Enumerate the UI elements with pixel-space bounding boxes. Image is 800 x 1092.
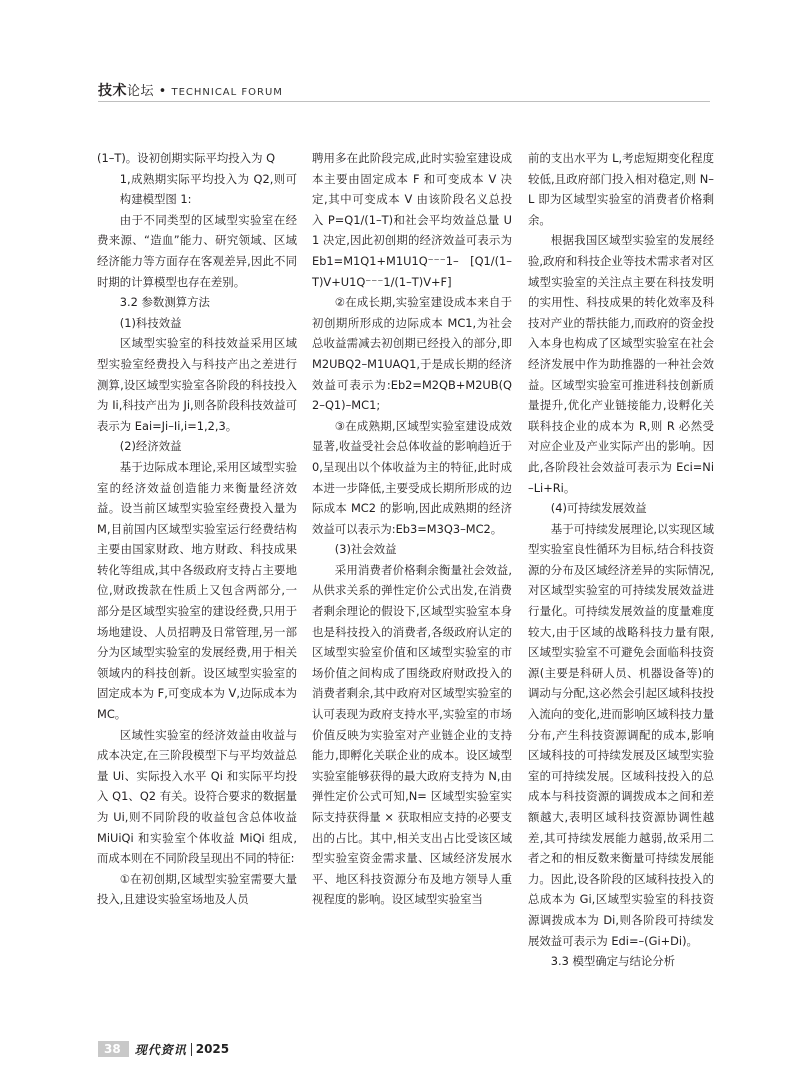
paragraph: 采用消费者价格剩余衡量社会效益,从供求关系的弹性定价公式出发,在消费者剩余理论的假设下,区域型实验室本身也是科技投入的消费者,各级政府认定的区域型实验室价值和区域型实验室的市场价值之间构成了围绕政府财政投入的消费者剩余,其中政府对区域型实验室的认可表现为政府支持水平,实验室的市场价值反映为实验室对产业链企业的支持能力,即孵化关联企业的成本。设区域型实验室能够获得的最大政府支持为 N,由弹性定价公式可知,N= 区域型实验室实际支持获得量 × 获取相应支持的必要支出的占比。其中,相关支出占比受该区域型实验室资金需求量、区域经济发展水平、地区科技资源分布及地方领导人重视程度的影响。设区域型实验室当 — [312, 562, 512, 907]
header-dot: • — [158, 84, 167, 99]
header-english-title: TECHNICAL FORUM — [171, 87, 283, 98]
footer-divider — [191, 1043, 192, 1056]
paragraph: 根据我国区域型实验室的发展经验,政府和科技企业等技术需求者对区域型实验室的关注点主要在科技发明的实用性、科技成果的转化效率及科技对产业的帮扶能力,而政府的资金投入本身也构成了区域型实验室在社会经济发展中作为助推器的一种社会效益。区域型实验室可推进科技创新质量提升,优化产业链接能力,设孵化关联科技企业的成本为 R,则 R 必然受对应企业及产业实际产出的影响。因此,各阶段社会效益可表示为 Eci=Ni–Li+Ri。 — [528, 233, 714, 495]
paragraph: ②在成长期,实验室建设成本来自于初创期所形成的边际成本 MC1,为社会总收益需减去初创期已经投入的部分,即 M2UBQ2–M1UAQ1,于是成长期的经济效益可表示为:Eb2=M2QB+M2UB(Q2–Q1)–MC1; — [312, 295, 512, 413]
paragraph: (1–T)。设初创期实际平均投入为 Q — [97, 151, 276, 165]
page-number: 38 — [98, 1041, 129, 1057]
subsection-heading: (2)经济效益 — [119, 439, 182, 454]
section-heading: 3.3 模型确定与结论分析 — [550, 954, 676, 969]
page-footer — [98, 1041, 229, 1057]
paragraph: 基于边际成本理论,采用区域型实验室的经济效益创造能力来衡量经济效益。设当前区域型实验室经费投入量为 M,目前国内区域型实验室运行经费结构主要由国家财政、地方财政、科技成果转化等组成,其中各级政府支持占主要地位,财政拨款在性质上又包含两部分,一部分是区域型实验室的建设经费,只用于场地建设、人员招聘及日常管理,另一部分为区域型实验室的发展经费,用于相关领域内的科技创新。设区域型实验室的固定成本为 F,可变成本为 V,边际成本为 MC。 — [97, 459, 297, 722]
paragraph: ③在成熟期,区域型实验室建设成效显著,收益受社会总体收益的影响趋近于 0,呈现出以个体收益为主的特征,此时成本进一步降低,主要受成长期所形成的边际成本 MC2 的影响,因此成熟期的经济效益可以表示为:Eb3=M3Q3–MC2。 — [312, 418, 512, 536]
text-column-2 — [312, 148, 512, 910]
paragraph: 前的支出水平为 L,考虑短期变化程度较低,且政府部门投入相对稳定,则 N–L 即为区域型实验室的消费者价格剩余。 — [528, 151, 714, 227]
text-column-3 — [528, 148, 714, 972]
journal-logo: 现代资讯 — [134, 1042, 187, 1057]
subsection-heading: (4)可持续发展效益 — [550, 501, 647, 516]
paragraph: 基于可持续发展理论,以实现区域型实验室良性循环为目标,结合科技资源的分布及区域经济差异的实际情况,对区域型实验室的可持续发展效益进行量化。可持续发展效益的度量难度较大,由于区域的战略科技力量有限,区域型实验室不可避免会面临科技资源(主要是科研人员、机器设备等)的调动与分配,这必然会引起区域科技投入流向的变化,进而影响区域科技力量分布,产生科技资源调配的成本,影响区域科技的可持续发展及区域型实验室的可持续发展。区域科技投入的总成本与科技资源的调拨成本之间和差额越大,表明区域科技资源协调性越差,其可持续发展能力越弱,故采用二者之和的相反数来衡量可持续发展能力。因此,设各阶段的区域科技投入的总成本为 Gi,区域型实验室的科技资源调拨成本为 Di,则各阶段可持续发展效益可表示为 Edi=–(Gi+Di)。 — [528, 521, 714, 948]
paragraph: 聘用多在此阶段完成,此时实验室建设成本主要由固定成本 F 和可变成本 V 决定,其中可变成本 V 由该阶段名义总投入 P=Q1/(1–T)和社会平均效益总量 U1 决定,因此初创期的经济效益可表示为Eb1=M1Q1+M1U1Q⁻⁻⁻1– [Q1/(1–T)V+U1Q⁻⁻⁻1/(1–T)V+F] — [312, 151, 512, 289]
subsection-heading: (3)社会效益 — [334, 542, 397, 557]
header-divider — [98, 101, 710, 102]
section-heading: 3.2 参数测算方法 — [119, 295, 210, 310]
section-header — [98, 80, 283, 100]
publication-year: 2025 — [195, 1042, 230, 1056]
header-bold-title: 技术 — [98, 83, 127, 99]
paragraph: 1,成熟期实际平均投入为 Q2,则可构建模型图 1: — [119, 171, 297, 207]
paragraph: ①在初创期,区域型实验室需要大量投入,且建设实验室场地及人员 — [97, 871, 297, 907]
text-column-1 — [97, 148, 297, 910]
subsection-heading: (1)科技效益 — [119, 315, 182, 330]
paragraph: 由于不同类型的区域型实验室在经费来源、“造血”能力、研究领域、区域经济能力等方面存在客观差异,因此不同时期的计算模型也存在差别。 — [97, 212, 297, 289]
paragraph: 区域性实验室的经济效益由收益与成本决定,在三阶段模型下与平均效益总量 Ui、实际投入水平 Qi 和实际平均投入 Q1、Q2 有关。设符合要求的数据量为 Ui,则不同阶段的收益包含总体收益 MiUiQi 和实验室个体收益 MiQi 组成,而成本则在不同阶段呈现出不同的特征: — [97, 727, 297, 866]
header-light-title: 论坛 — [127, 84, 155, 99]
paragraph: 区域型实验室的科技效益采用区域型实验室经费投入与科技产出之差进行测算,设区域型实验室各阶段的科技投入为 Ii,科技产出为 Ji,则各阶段科技效益可表示为 Eai=Ji–Ii,i=1,2,3。 — [97, 336, 297, 433]
